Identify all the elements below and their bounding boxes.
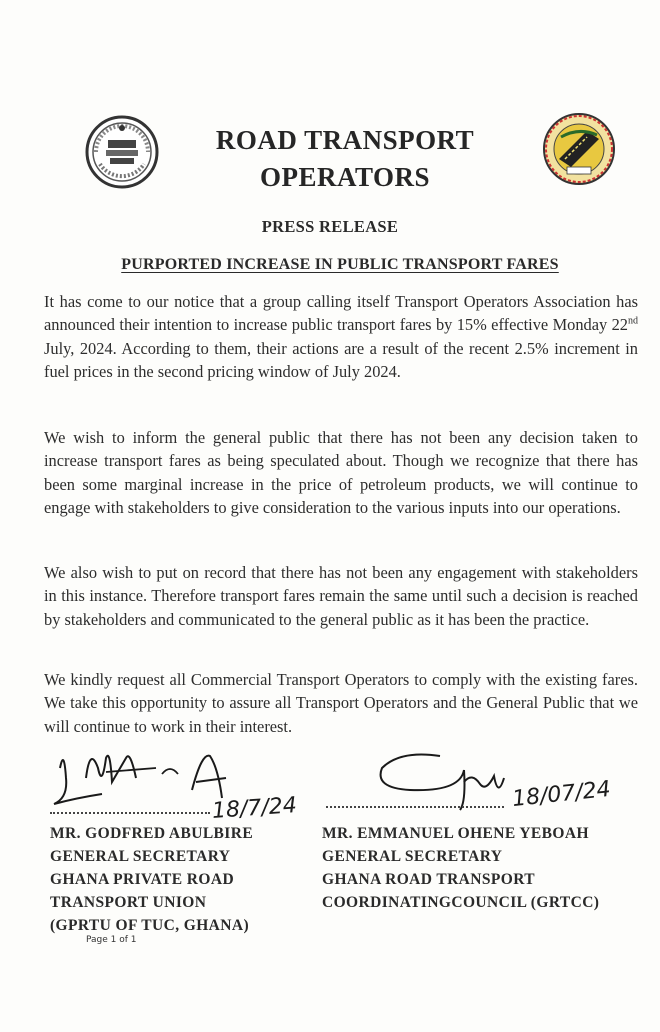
right-signature-icon [370, 742, 530, 812]
left-signature-line [50, 812, 210, 814]
ordinal-suffix: nd [628, 315, 638, 327]
paragraph-2: We wish to inform the general public that there has not been any decision taken to increase transport fares as being speculated about. Though we recognize that there has been some marginal increase in the price of petroleum products, we will continue to engage with stakeholders to give consideration to the various inputs into our operations. [44, 428, 638, 518]
right-signatory-name: MR. EMMANUEL OHENE YEBOAH [322, 825, 589, 842]
title-line-2: OPERATORS [259, 162, 431, 192]
left-signature-date: 18/7/24 [211, 793, 298, 824]
title-line-1: ROAD TRANSPORT [215, 125, 475, 155]
paragraph-1-part-a: It has come to our notice that a group calling itself Transport Operators Association has announced their intention to increase public transport fares by 15% effective Monday 22 [44, 292, 638, 335]
paragraph-1-part-b: July, 2024. According to them, their actions are a result of the recent 2.5% increment in fuel prices in the second pricing window of July 2024. [44, 338, 638, 382]
page-number: Page 1 of 1 [86, 935, 137, 945]
left-signatory-title: GENERAL SECRETARY [50, 848, 231, 865]
right-signature-line [326, 806, 504, 808]
left-signatory-org-3: (GPRTU OF TUC, GHANA) [50, 917, 250, 934]
paragraph-4: We kindly request all Commercial Transport Operators to comply with the existing fares. We take this opportunity to assure all Transport Operators and the General Public that we will continue to work in their interest. [44, 670, 638, 736]
left-signatory-org-2: TRANSPORT UNION [50, 894, 207, 911]
left-signatory-org-1: GHANA PRIVATE ROAD [50, 871, 235, 888]
right-signature-date: 18/07/24 [510, 776, 612, 813]
right-signatory [322, 822, 599, 914]
headline: PURPORTED INCREASE IN PUBLIC TRANSPORT FARES [121, 256, 559, 273]
paragraph-3: We also wish to put on record that there has not been any engagement with stakeholders in this instance. Therefore transport fares remain the same until such a decision is reached by stakeholders and communicated to the general public as it has been the practice. [44, 563, 638, 629]
grtcc-logo [541, 109, 617, 189]
paragraph-1 [44, 290, 638, 384]
right-signatory-org-2: COORDINATINGCOUNCIL (GRTCC) [322, 894, 600, 911]
right-signatory-title: GENERAL SECRETARY [322, 848, 503, 865]
organization-title [170, 122, 520, 196]
gprtu-logo [84, 112, 160, 192]
left-signatory-name: MR. GODFRED ABULBIRE [50, 825, 254, 842]
right-signatory-org-1: GHANA ROAD TRANSPORT [322, 871, 535, 888]
left-signatory [50, 822, 253, 937]
press-release-label: PRESS RELEASE [261, 217, 399, 236]
